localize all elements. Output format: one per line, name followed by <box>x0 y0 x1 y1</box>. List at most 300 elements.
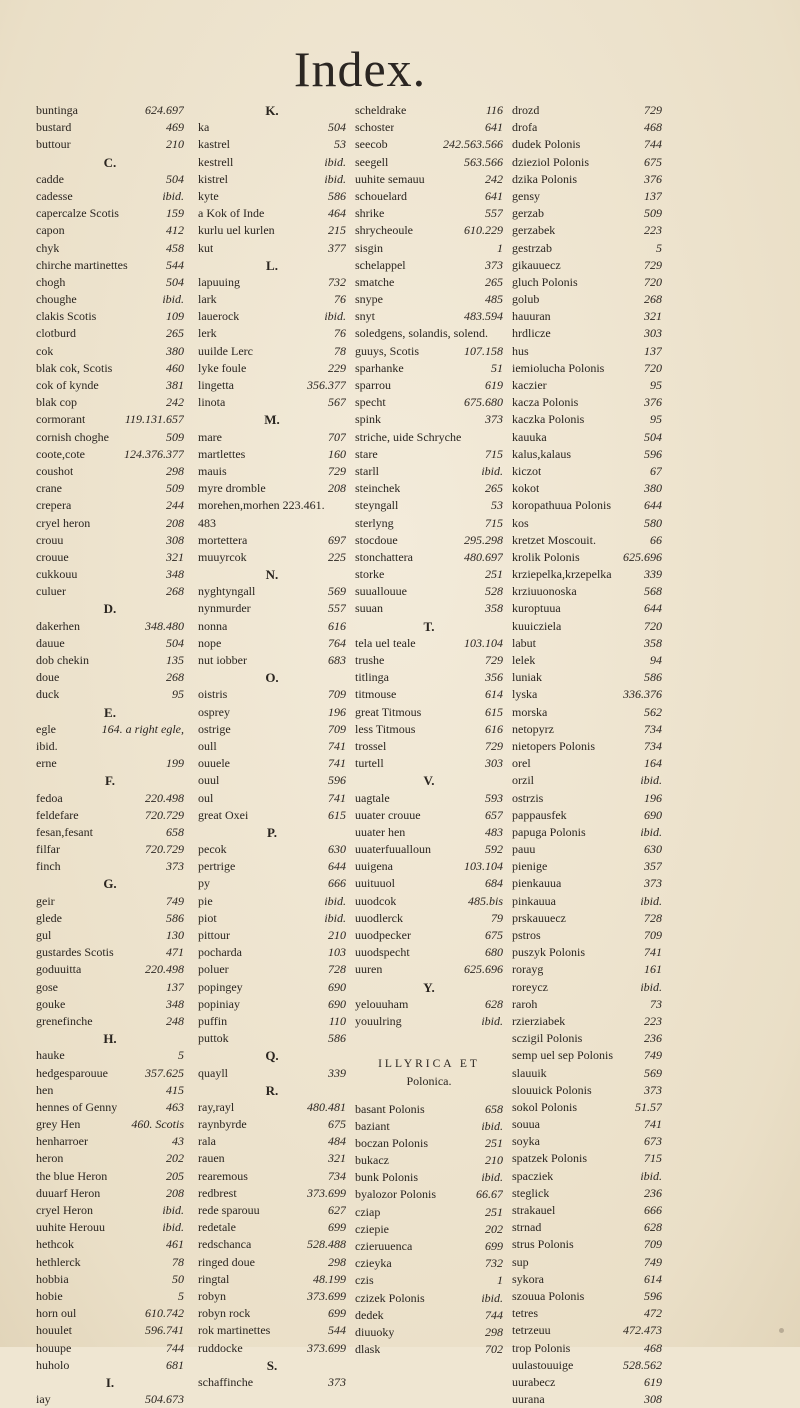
index-entry <box>36 325 184 342</box>
index-entry <box>36 308 184 325</box>
entry-page-ref: 268 <box>644 292 662 307</box>
entry-page-ref: 251 <box>485 567 503 582</box>
entry-page-ref: 709 <box>328 721 346 736</box>
letter-heading: L. <box>266 257 278 273</box>
entry-page-ref: 468 <box>644 120 662 135</box>
entry-page-ref: 220.498 <box>145 962 184 977</box>
letter-heading: I. <box>105 1374 115 1390</box>
letter-heading: H. <box>103 1031 117 1047</box>
entry-word: duuarf Heron <box>36 1185 101 1200</box>
entry-word: pecok <box>198 842 227 857</box>
entry-page-ref: 298 <box>328 1254 346 1269</box>
entry-word: nyghtyngall <box>198 584 256 599</box>
entry-word: crouue <box>36 549 69 564</box>
entry-page-ref: 729 <box>328 463 346 478</box>
entry-word: czieruuenca <box>355 1239 413 1254</box>
entry-page-ref: 593 <box>485 790 503 805</box>
index-entry <box>512 308 662 325</box>
index-entry <box>36 1047 184 1064</box>
entry-word: oul <box>198 790 214 805</box>
entry-page-ref: 557 <box>328 601 346 616</box>
index-entry <box>512 721 662 738</box>
entry-word: rzierziabek <box>512 1013 566 1028</box>
entry-page-ref: 356 <box>485 670 503 685</box>
entry-page-ref: 702 <box>485 1342 503 1357</box>
index-entry <box>355 429 503 446</box>
index-column-1 <box>36 102 184 1407</box>
index-entry <box>512 772 662 789</box>
index-entry <box>355 411 503 428</box>
entry-word: capon <box>36 223 65 238</box>
entry-page-ref: 567 <box>328 395 346 410</box>
entry-page-ref: 720 <box>644 274 662 289</box>
entry-page-ref: 116 <box>485 103 503 117</box>
entry-word: rorayg <box>512 962 544 977</box>
entry-word: gluch Polonis <box>512 274 578 289</box>
index-entry <box>36 1236 184 1253</box>
entry-page-ref: 373 <box>644 876 662 891</box>
entry-page-ref: 641 <box>485 188 503 203</box>
entry-page-ref: 202 <box>166 1151 184 1166</box>
index-entry <box>355 1272 503 1289</box>
index-entry <box>512 927 662 944</box>
index-entry <box>355 910 503 927</box>
letter-heading: V. <box>423 773 435 789</box>
entry-page-ref: 458 <box>166 240 184 255</box>
entry-page-ref: 242 <box>166 395 184 410</box>
entry-word: slouuick Polonis <box>512 1082 592 1097</box>
entry-page-ref: 728 <box>328 962 346 977</box>
entry-word: uurana <box>512 1392 545 1407</box>
index-entry <box>355 188 503 205</box>
entry-page-ref: 644 <box>644 498 662 513</box>
entry-page-ref: 373.699 <box>307 1340 346 1355</box>
entry-word: dlask <box>355 1342 381 1357</box>
entry-word: popingey <box>198 979 243 994</box>
index-entry <box>355 343 503 360</box>
entry-page-ref: 625.696 <box>464 962 503 977</box>
index-entry <box>36 532 184 549</box>
entry-page-ref: 348 <box>166 996 184 1011</box>
entry-page-ref: ibid. <box>640 893 662 908</box>
entry-page-ref: 699 <box>328 1220 346 1235</box>
entry-word: scheldrake <box>355 103 407 117</box>
entry-page-ref: 764 <box>328 635 346 650</box>
entry-page-ref: 729 <box>485 738 503 753</box>
index-entry <box>36 188 184 205</box>
entry-word: gensy <box>512 188 540 203</box>
entry-word: osprey <box>198 704 230 719</box>
entry-word: houulet <box>36 1323 72 1338</box>
entry-word: yelouuham <box>355 996 409 1011</box>
entry-page-ref: 265 <box>166 326 184 341</box>
paper-spot <box>779 1328 784 1333</box>
index-entry <box>198 875 346 892</box>
entry-word: rala <box>198 1134 216 1149</box>
entry-page-ref: 5 <box>656 240 662 255</box>
index-entry <box>355 532 503 549</box>
index-entry <box>36 446 184 463</box>
entry-page-ref: ibid. <box>162 292 184 307</box>
entry-page-ref: 586 <box>166 910 184 925</box>
letter-heading: D. <box>103 601 117 617</box>
entry-word: uurabecz <box>512 1374 556 1389</box>
entry-word: gose <box>36 979 58 994</box>
entry-word: hen <box>36 1082 54 1097</box>
index-entry <box>512 910 662 927</box>
index-entry <box>198 1133 346 1150</box>
index-entry <box>198 1305 346 1322</box>
page-title: Index. <box>293 41 427 97</box>
index-entry <box>512 755 662 772</box>
index-entry <box>355 600 503 617</box>
entry-page-ref: 53 <box>334 137 346 152</box>
index-entry <box>512 824 662 841</box>
entry-word: cok of kynde <box>36 378 99 392</box>
entry-page-ref: 681 <box>166 1357 184 1372</box>
index-entry <box>36 1133 184 1150</box>
entry-page-ref: 164 <box>644 756 662 771</box>
entry-word: sisgin <box>355 240 384 255</box>
index-entry <box>512 291 662 308</box>
entry-word: nonna <box>198 618 228 633</box>
entry-word: nope <box>198 635 222 650</box>
entry-page-ref: 596 <box>644 1288 662 1303</box>
entry-page-ref: 376 <box>644 395 662 410</box>
index-entry <box>512 377 662 394</box>
entry-page-ref: 5 <box>178 1048 184 1063</box>
entry-word: luniak <box>512 670 542 685</box>
index-entry <box>355 1204 503 1221</box>
index-entry <box>355 1118 503 1135</box>
entry-page-ref: 596 <box>328 773 346 788</box>
index-entry <box>198 1219 346 1236</box>
index-entry <box>512 686 662 703</box>
index-entry <box>512 635 662 652</box>
index-entry <box>36 119 184 136</box>
entry-word: kyte <box>198 188 219 203</box>
entry-word: semp uel sep Polonis <box>512 1048 613 1063</box>
entry-word: kalus,kalaus <box>512 446 571 461</box>
index-entry <box>36 515 184 532</box>
index-entry <box>36 1288 184 1305</box>
letter-heading: P. <box>267 824 277 840</box>
index-entry <box>36 1219 184 1236</box>
index-entry <box>36 1391 184 1408</box>
entry-page-ref: 223 <box>644 1013 662 1028</box>
index-entry <box>36 996 184 1013</box>
letter-heading: S. <box>266 1357 278 1373</box>
entry-word: buttour <box>36 137 71 152</box>
entry-page-ref: 568 <box>644 584 662 599</box>
entry-word: tetres <box>512 1306 538 1321</box>
entry-page-ref: 376 <box>644 171 662 186</box>
entry-word: basant Polonis <box>355 1101 425 1116</box>
index-entry <box>512 1047 662 1064</box>
entry-word: rok martinettes <box>198 1323 271 1338</box>
index-entry <box>512 1082 662 1099</box>
index-entry <box>198 704 346 721</box>
entry-word: soyka <box>512 1134 540 1149</box>
entry-page-ref: 630 <box>644 842 662 857</box>
entry-word: sykora <box>512 1271 544 1286</box>
index-entry <box>36 910 184 927</box>
index-entry <box>355 119 503 136</box>
entry-page-ref: ibid. <box>324 910 346 925</box>
index-entry <box>355 1152 503 1169</box>
entry-page-ref: 728 <box>644 910 662 925</box>
entry-page-ref: 485.bis <box>467 893 503 908</box>
index-entry <box>512 102 662 119</box>
letter-heading: Q. <box>265 1048 279 1064</box>
entry-page-ref: 380 <box>644 481 662 496</box>
entry-page-ref: 78 <box>334 343 346 358</box>
index-entry <box>512 343 662 360</box>
index-entry <box>512 240 662 257</box>
entry-word: ringed doue <box>198 1254 255 1269</box>
entry-word: the blue Heron <box>36 1168 108 1183</box>
entry-page-ref: 616 <box>328 618 346 633</box>
index-entry <box>512 119 662 136</box>
entry-word: ibid. <box>36 738 58 753</box>
entry-word: doue <box>36 670 60 685</box>
index-entry <box>36 1202 184 1219</box>
entry-page-ref: 684 <box>485 876 503 891</box>
entry-word: tela uel teale <box>355 635 416 650</box>
index-entry <box>36 1357 184 1374</box>
index-entry <box>355 738 503 755</box>
entry-word: chirche martinettes <box>36 257 128 272</box>
index-entry <box>355 824 503 841</box>
entry-page-ref: ibid. <box>324 309 346 324</box>
entry-word: kuroptuua <box>512 601 561 616</box>
index-entry <box>355 996 503 1013</box>
index-entry <box>355 583 503 600</box>
entry-word: crepera <box>36 498 72 513</box>
entry-page-ref: 107.158 <box>464 343 503 358</box>
entry-word: dakerhen <box>36 618 80 633</box>
entry-page-ref: 569 <box>328 584 346 599</box>
entry-page-ref: 205 <box>166 1168 184 1183</box>
index-entry <box>36 824 184 841</box>
entry-word: cryel heron <box>36 515 91 530</box>
entry-page-ref: 720.729 <box>145 842 184 857</box>
entry-page-ref: 469 <box>166 120 184 135</box>
index-entry <box>512 1133 662 1150</box>
entry-word: redbrest <box>198 1185 237 1200</box>
entry-word: lerk <box>198 326 217 341</box>
entry-page-ref: 586 <box>328 1031 346 1046</box>
entry-page-ref: 732 <box>485 1256 503 1271</box>
index-entry <box>512 497 662 514</box>
index-entry <box>512 583 662 600</box>
entry-word: strus Polonis <box>512 1237 574 1252</box>
entry-page-ref: 1 <box>497 1273 503 1288</box>
index-entry <box>355 102 503 119</box>
entry-page-ref: 690 <box>328 996 346 1011</box>
entry-word: kretzet Moscouit. <box>512 532 596 547</box>
entry-word: ouul <box>198 773 220 788</box>
entry-word: martlettes <box>198 446 246 461</box>
entry-word: chyk <box>36 240 60 255</box>
entry-page-ref: 321 <box>644 309 662 324</box>
index-entry <box>198 274 346 291</box>
entry-word: puszyk Polonis <box>512 945 586 960</box>
entry-page-ref: 480.697 <box>464 549 503 564</box>
entry-word: specht <box>355 395 386 410</box>
entry-page-ref: 596.741 <box>145 1323 184 1338</box>
entry-word: oull <box>198 738 217 753</box>
index-entry <box>512 1030 662 1047</box>
entry-page-ref: 483.594 <box>464 309 503 324</box>
entry-page-ref: 720.729 <box>145 807 184 822</box>
index-entry <box>512 222 662 239</box>
entry-page-ref: 358 <box>644 635 662 650</box>
entry-page-ref: 528 <box>485 584 503 599</box>
entry-word: blak cok, Scotis <box>36 360 113 375</box>
entry-page-ref: ibid. <box>162 188 184 203</box>
entry-word: egle <box>36 721 56 736</box>
entry-page-ref: 483 <box>485 824 503 839</box>
entry-word: uulastouuige <box>512 1357 574 1372</box>
entry-word: cadesse <box>36 188 73 203</box>
index-entry <box>198 1322 346 1339</box>
entry-page-ref: 616 <box>485 721 503 736</box>
entry-word: krolik Polonis <box>512 549 580 564</box>
index-entry <box>198 944 346 961</box>
index-entry <box>36 411 184 428</box>
index-entry <box>355 841 503 858</box>
entry-word: robyn rock <box>198 1306 251 1321</box>
index-entry <box>355 893 503 910</box>
index-entry <box>355 222 503 239</box>
entry-word: linota <box>198 395 226 410</box>
entry-page-ref: 268 <box>166 584 184 599</box>
section-subheading: Polonica. <box>406 1074 452 1089</box>
entry-word: grey Hen <box>36 1117 81 1132</box>
entry-page-ref: 471 <box>166 945 184 960</box>
entry-word: puttok <box>198 1031 229 1046</box>
entry-page-ref: 562 <box>644 704 662 719</box>
index-entry <box>512 463 662 480</box>
index-entry <box>512 1271 662 1288</box>
index-entry <box>512 1236 662 1253</box>
index-entry <box>512 325 662 342</box>
entry-page-ref: 461 <box>166 1237 184 1252</box>
entry-page-ref: 732 <box>328 274 346 289</box>
index-entry <box>198 205 346 222</box>
entry-word: hennes of Genny <box>36 1099 118 1114</box>
entry-word: dzika Polonis <box>512 171 577 186</box>
index-entry <box>355 394 503 411</box>
entry-page-ref: 242.563.566 <box>443 137 503 152</box>
index-entry <box>512 446 662 463</box>
entry-word: chogh <box>36 274 66 289</box>
index-entry <box>355 961 503 978</box>
index-entry <box>36 102 184 119</box>
index-entry <box>36 841 184 858</box>
entry-word: kuuicziela <box>512 618 562 633</box>
entry-page-ref: 373 <box>328 1374 346 1389</box>
entry-word: hauuran <box>512 309 551 324</box>
entry-page-ref: 557 <box>485 206 503 221</box>
entry-word: geir <box>36 893 55 908</box>
index-entry <box>355 875 503 892</box>
entry-word: gustardes Scotis <box>36 945 114 960</box>
entry-page-ref: ibid. <box>481 1170 503 1185</box>
entry-page-ref: 308 <box>166 532 184 547</box>
entry-page-ref: 690 <box>644 807 662 822</box>
index-entry <box>198 1236 346 1253</box>
index-entry <box>512 188 662 205</box>
entry-page-ref: 697 <box>328 532 346 547</box>
entry-word: mauis <box>198 463 227 478</box>
index-entry <box>512 704 662 721</box>
index-entry <box>198 1116 346 1133</box>
index-entry <box>36 1082 184 1099</box>
entry-word: spacziek <box>512 1168 554 1183</box>
entry-word: soledgens, solandis, solend. <box>355 326 488 341</box>
entry-word: morehen,morhen 223.461. <box>198 498 325 513</box>
entry-page-ref: 729 <box>644 103 662 117</box>
index-entry <box>36 686 184 703</box>
entry-word: strnad <box>512 1220 542 1235</box>
entry-word: hethcok <box>36 1237 74 1252</box>
entry-page-ref: 348.480 <box>145 618 184 633</box>
entry-page-ref: ibid. <box>640 824 662 839</box>
entry-word: steinchek <box>355 481 401 496</box>
entry-page-ref: 615 <box>328 807 346 822</box>
index-entry <box>512 618 662 635</box>
index-entry <box>355 308 503 325</box>
entry-page-ref: ibid. <box>162 1203 184 1217</box>
index-entry <box>355 807 503 824</box>
entry-word: pappausfek <box>512 807 567 822</box>
entry-page-ref: 196 <box>644 790 662 805</box>
index-entry <box>36 635 184 652</box>
letter-heading: C. <box>103 154 117 170</box>
entry-word: titlinga <box>355 670 389 685</box>
entry-page-ref: 484 <box>328 1134 346 1149</box>
letter-heading: M. <box>264 412 280 428</box>
index-entry <box>512 996 662 1013</box>
entry-page-ref: 741 <box>644 945 662 960</box>
index-entry <box>36 1340 184 1357</box>
entry-page-ref: 460. Scotis <box>131 1117 184 1132</box>
entry-page-ref: 43 <box>172 1134 184 1149</box>
entry-word: czieyka <box>355 1256 392 1271</box>
entry-page-ref: 699 <box>485 1239 503 1254</box>
entry-word: kiczot <box>512 463 542 478</box>
index-entry <box>198 755 346 772</box>
letter-heading: O. <box>265 670 279 686</box>
entry-page-ref: 321 <box>328 1151 346 1166</box>
index-entry <box>198 1099 346 1116</box>
entry-word: sczigil Polonis <box>512 1031 583 1046</box>
entry-page-ref: 709 <box>644 928 662 942</box>
entry-word: coushot <box>36 463 74 478</box>
entry-page-ref: 715 <box>485 446 503 461</box>
index-entry <box>355 446 503 463</box>
entry-word: kos <box>512 515 529 530</box>
entry-word: coote,cote <box>36 446 85 461</box>
index-entry <box>198 532 346 549</box>
index-entry <box>355 635 503 652</box>
entry-page-ref: ibid. <box>162 1220 184 1235</box>
entry-page-ref: 357.625 <box>145 1065 184 1080</box>
index-entry <box>36 360 184 377</box>
entry-page-ref: 196 <box>328 704 346 719</box>
